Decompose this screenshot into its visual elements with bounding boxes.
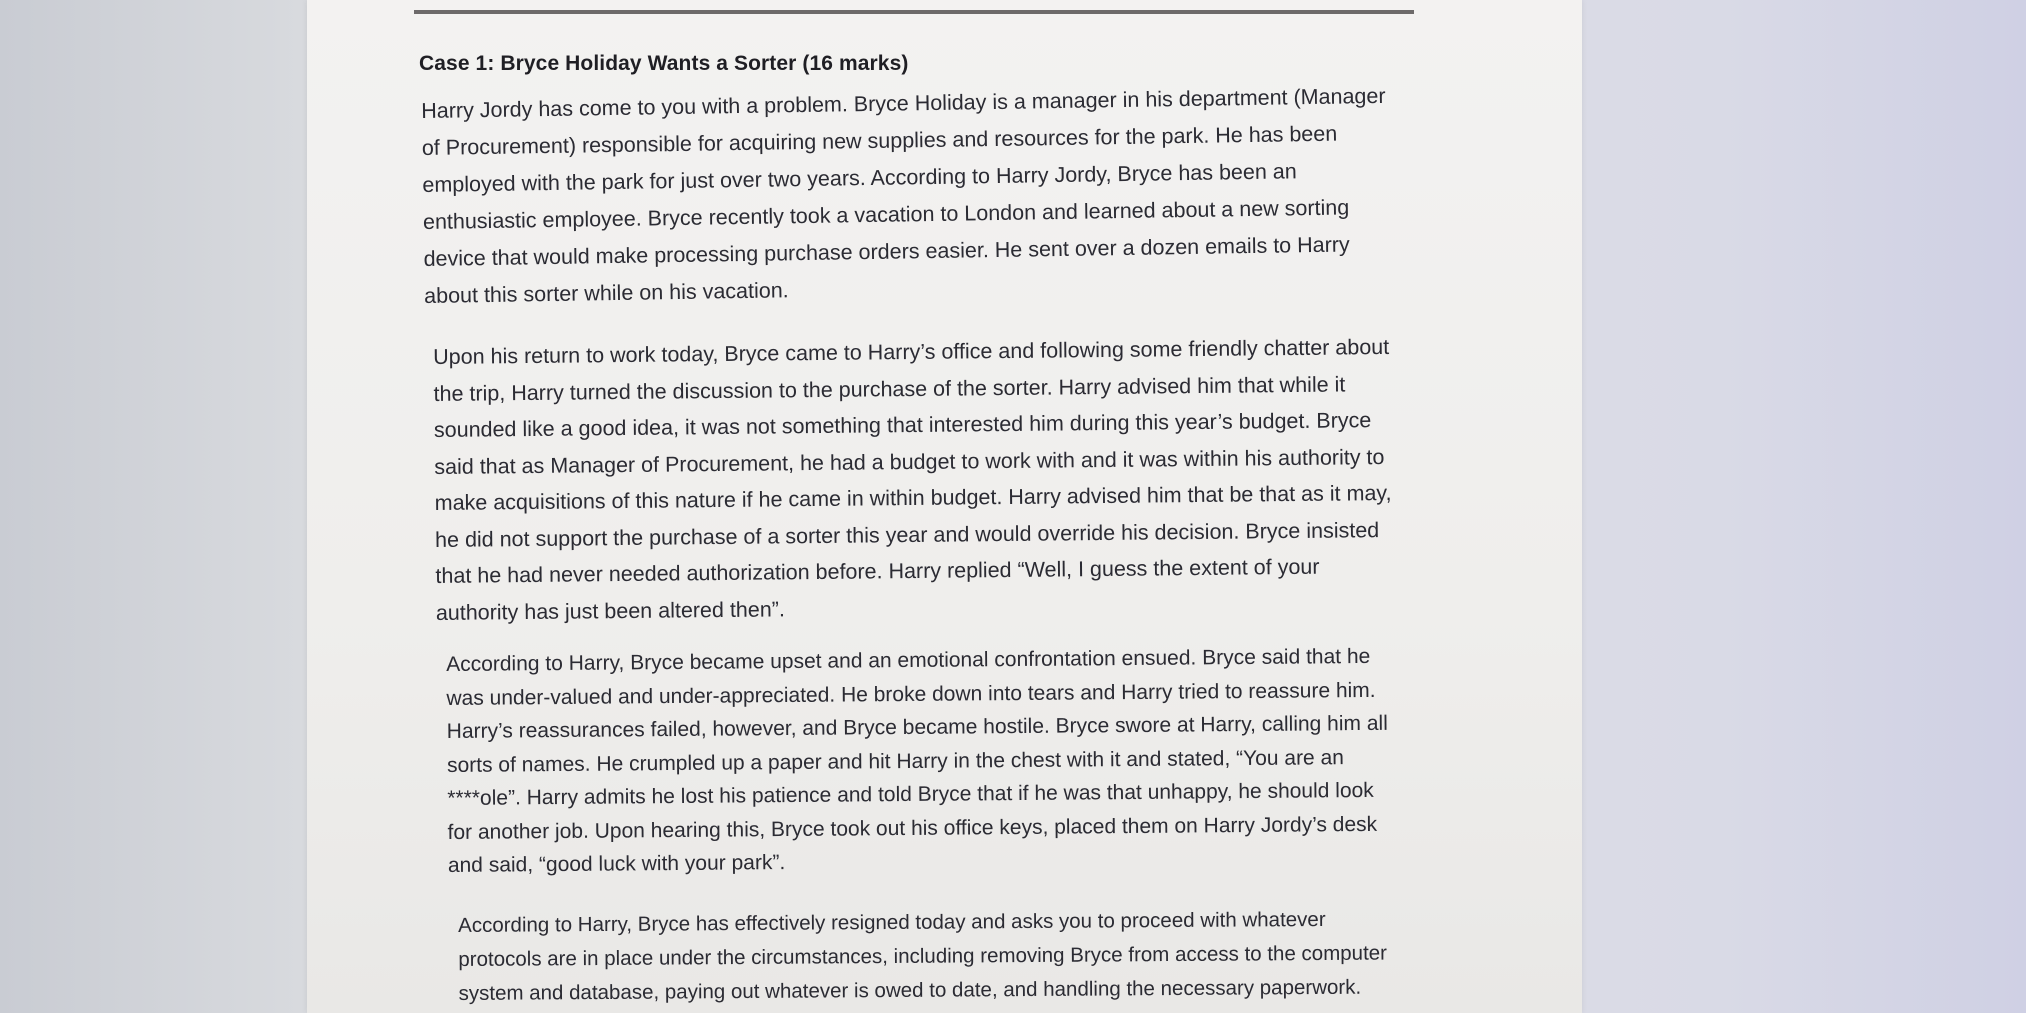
document-page bbox=[307, 0, 1582, 1013]
paragraph-3: According to Harry, Bryce became upset and an emotional confrontation ensued. Bryce said that he was under-valued and under-appreciated. He broke down into tears and Harry tried to reassure him. Harry’s reassurances failed, however, and Bryce became hostile. Bryce swore at Harry, calling him all sorts of names. He crumpled up a paper and hit Harry in the chest with it and stated, “You are an ****ole”. Harry admits he lost his patience and told Bryce that if he was that unhappy, he should look for another job. Upon hearing this, Bryce took out his office keys, placed them on Harry Jordy’s desk and said, “good luck with your park”. bbox=[446, 644, 1388, 877]
paragraph-2: Upon his return to work today, Bryce came to Harry’s office and following some friendly chatter about the trip, Harry turned the discussion to the purchase of the sorter. Harry advised him that while it sounded like a good idea, it was not something that interested him during this year’s budget. Bryce said that as Manager of Procurement, he had a budget to work with and it was within his authority to make acquisitions of this nature if he came in within budget. Harry advised him that be that as it may, he did not support the purchase of a sorter this year and would override his decision. Bryce insisted that he had never needed authorization before. Harry replied “Well, I guess the extent of your authority has just been altered then”. bbox=[433, 334, 1392, 625]
document-body bbox=[307, 0, 1582, 1013]
paragraph-1: Harry Jordy has come to you with a problem. Bryce Holiday is a manager in his department (Manager of Procurement) responsible for acquiring new supplies and resources for the park. He has been employed with the park for just over two years. According to Harry Jordy, Bryce has been an enthusiastic employee. Bryce recently took a vacation to London and learned about a new sorting device that would make processing purchase orders easier. He sent over a dozen emails to Harry about this sorter while on his vacation. bbox=[421, 83, 1386, 308]
case-heading: Case 1: Bryce Holiday Wants a Sorter (16 marks) bbox=[419, 52, 909, 75]
paragraph-4: According to Harry, Bryce has effectively resigned today and asks you to proceed with whatever protocols are in place under the circumstances, including removing Bryce from access to the computer system and database, paying out whatever is owed to date, and handling the necessary paperwork. bbox=[458, 907, 1388, 1005]
